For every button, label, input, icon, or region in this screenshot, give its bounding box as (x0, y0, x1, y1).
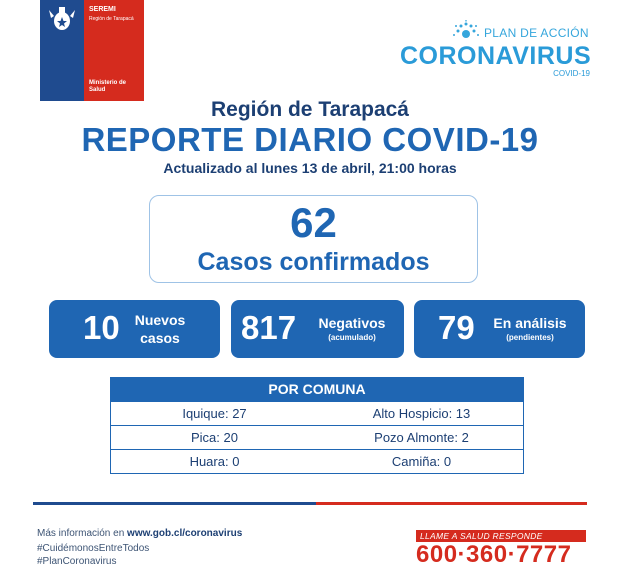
comuna-cell: Iquique: 27 (182, 406, 247, 421)
comuna-cell: Camiña: 0 (391, 454, 452, 469)
table-row (111, 449, 523, 473)
comuna-table-header: POR COMUNA (111, 378, 523, 401)
comuna-cell: Huara: 0 (189, 454, 240, 469)
new-cases-label-line1: Nuevos (134, 312, 186, 328)
new-cases-card (49, 300, 220, 358)
pending-value: 79 (438, 309, 475, 346)
pending-card (414, 300, 585, 358)
ministry-logo (40, 0, 144, 101)
new-cases-value: 10 (83, 309, 120, 346)
pending-sub: (pendientes) (506, 333, 554, 342)
negative-card (231, 300, 404, 358)
salud-responde-phone: 600·360·7777 (416, 541, 572, 568)
table-row (111, 401, 523, 425)
logo-ministry: Ministerio de Salud (89, 80, 127, 93)
negative-sub: (acumulado) (328, 333, 376, 342)
coat-of-arms-icon (45, 4, 79, 34)
logo-seremi: SEREMI (89, 6, 116, 13)
confirmed-cases-label: Casos confirmados (197, 248, 430, 276)
hashtag-cuidemonos: #CuidémonosEntreTodos (37, 543, 150, 554)
hashtag-plan: #PlanCoronavirus (37, 556, 117, 567)
divider-red (316, 502, 587, 505)
negative-value: 817 (241, 309, 297, 346)
plan-title: PLAN DE ACCIÓN (484, 26, 589, 40)
comuna-cell: Alto Hospicio: 13 (372, 406, 471, 421)
pending-label: En análisis (493, 315, 567, 331)
salud-responde-banner: LLAME A SALUD RESPONDE (416, 530, 586, 542)
plan-covid: COVID-19 (553, 69, 590, 78)
virus-dots-icon (448, 20, 484, 42)
updated-timestamp: Actualizado al lunes 13 de abril, 21:00 horas (163, 160, 457, 176)
region-title: Región de Tarapacá (210, 98, 409, 121)
table-row (111, 425, 523, 449)
confirmed-cases-value: 62 (290, 199, 337, 246)
confirmed-cases-card (149, 195, 478, 283)
report-title: REPORTE DIARIO COVID-19 (81, 121, 539, 158)
divider-blue (33, 502, 316, 505)
logo-blue-panel (40, 0, 84, 101)
negative-label: Negativos (318, 315, 386, 331)
new-cases-label-line2: casos (140, 330, 180, 346)
plan-de-accion-logo (400, 20, 590, 82)
plan-coronavirus: CORONAVIRUS (400, 42, 592, 70)
more-info-text (37, 528, 242, 539)
comuna-cell: Pica: 20 (191, 430, 238, 445)
comuna-table (110, 377, 524, 474)
more-info-prefix: Más información en (37, 528, 128, 539)
comuna-cell: Pozo Almonte: 2 (374, 430, 469, 445)
more-info-link[interactable]: www.gob.cl/coronavirus (127, 528, 243, 539)
logo-region: Región de Tarapacá (89, 16, 134, 22)
